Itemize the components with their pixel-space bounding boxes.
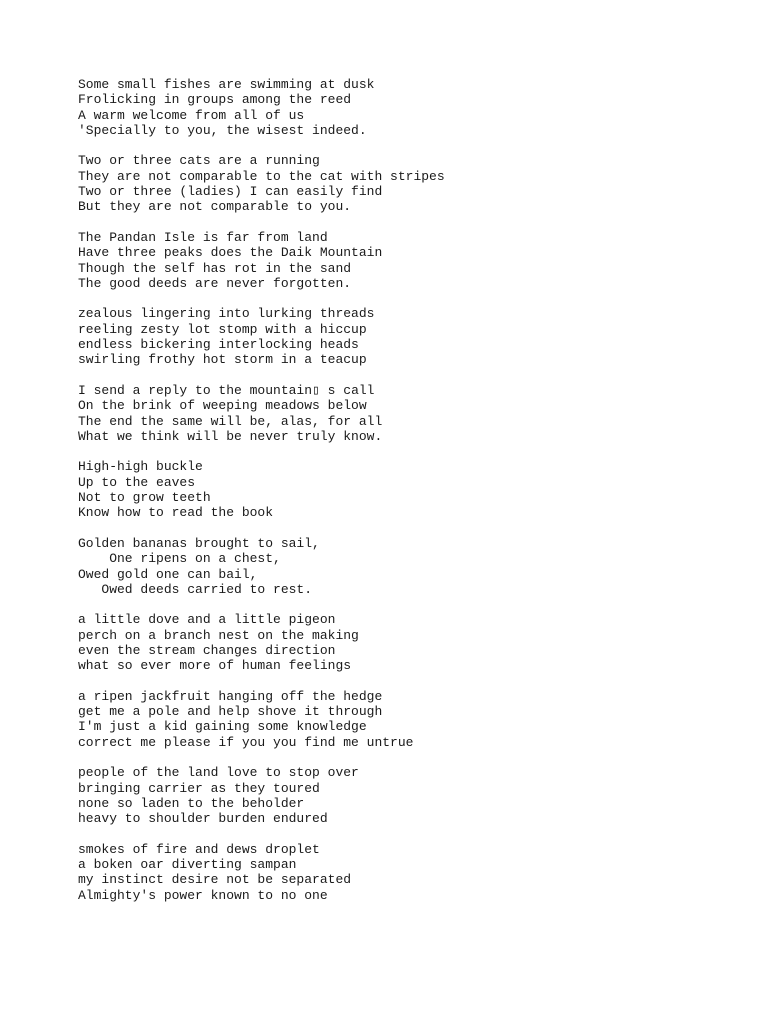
poem-line: get me a pole and help shove it through bbox=[78, 704, 383, 720]
poem-line: I'm just a kid gaining some knowledge bbox=[78, 719, 367, 735]
stanza-5 bbox=[78, 383, 738, 444]
poem-body bbox=[78, 77, 738, 918]
poem-line: Not to grow teeth bbox=[78, 490, 211, 506]
poem-line: Owed gold one can bail, bbox=[78, 566, 258, 582]
poem-line: reeling zesty lot stomp with a hiccup bbox=[78, 321, 367, 337]
poem-line: Though the self has rot in the sand bbox=[78, 260, 352, 276]
poem-line: A warm welcome from all of us bbox=[78, 107, 305, 123]
poem-line: 'Specially to you, the wisest indeed. bbox=[78, 122, 367, 138]
poem-line: none so laden to the beholder bbox=[78, 795, 305, 811]
stanza-4 bbox=[78, 306, 738, 367]
stanza-3 bbox=[78, 230, 738, 291]
poem-line: But they are not comparable to you. bbox=[78, 199, 352, 215]
poem-line: The Pandan Isle is far from land bbox=[78, 229, 328, 245]
poem-line: The good deeds are never forgotten. bbox=[78, 275, 352, 291]
poem-line: what so ever more of human feelings bbox=[78, 658, 352, 674]
stanza-8 bbox=[78, 612, 738, 673]
poem-line: smokes of fire and dews droplet bbox=[78, 841, 320, 857]
stanza-2 bbox=[78, 153, 738, 214]
poem-line: zealous lingering into lurking threads bbox=[78, 306, 375, 322]
poem-line: Two or three cats are a running bbox=[78, 153, 320, 169]
poem-line: Know how to read the book bbox=[78, 505, 274, 521]
stanza-1 bbox=[78, 77, 738, 138]
poem-line: Almighty's power known to no one bbox=[78, 887, 328, 903]
poem-line: Frolicking in groups among the reed bbox=[78, 92, 352, 108]
poem-line: heavy to shoulder burden endured bbox=[78, 811, 328, 827]
poem-line: people of the land love to stop over bbox=[78, 765, 359, 781]
poem-line: a boken oar diverting sampan bbox=[78, 857, 297, 873]
stanza-11 bbox=[78, 842, 738, 903]
poem-line: The end the same will be, alas, for all bbox=[78, 413, 383, 429]
stanza-9 bbox=[78, 689, 738, 750]
stanza-10 bbox=[78, 765, 738, 826]
poem-line: Owed deeds carried to rest. bbox=[78, 581, 313, 597]
stanza-6 bbox=[78, 459, 738, 520]
poem-line: High-high buckle bbox=[78, 459, 203, 475]
poem-line: Some small fishes are swimming at dusk bbox=[78, 77, 375, 92]
poem-line: swirling frothy hot storm in a teacup bbox=[78, 352, 367, 368]
poem-line: a ripen jackfruit hanging off the hedge bbox=[78, 688, 383, 704]
poem-line: Two or three (ladies) I can easily find bbox=[78, 184, 383, 200]
poem-line: a little dove and a little pigeon bbox=[78, 612, 336, 628]
poem-line: What we think will be never truly know. bbox=[78, 428, 383, 444]
poem-line: Have three peaks does the Daik Mountain bbox=[78, 245, 383, 261]
poem-line: bringing carrier as they toured bbox=[78, 780, 320, 796]
poem-line: One ripens on a chest, bbox=[78, 551, 281, 567]
poem-line: my instinct desire not be separated bbox=[78, 872, 352, 888]
poem-line: Up to the eaves bbox=[78, 474, 196, 490]
poem-line: perch on a branch nest on the making bbox=[78, 627, 359, 643]
poem-line: correct me please if you you find me untrue bbox=[78, 734, 414, 750]
poem-line: Golden bananas brought to sail, bbox=[78, 535, 320, 551]
poem-line: I send a reply to the mountain▯ s call bbox=[78, 382, 375, 398]
poem-line: They are not comparable to the cat with stripes bbox=[78, 168, 445, 184]
poem-line: On the brink of weeping meadows below bbox=[78, 398, 367, 414]
poem-line: endless bickering interlocking heads bbox=[78, 337, 359, 353]
stanza-7 bbox=[78, 536, 738, 597]
poem-line: even the stream changes direction bbox=[78, 642, 336, 658]
